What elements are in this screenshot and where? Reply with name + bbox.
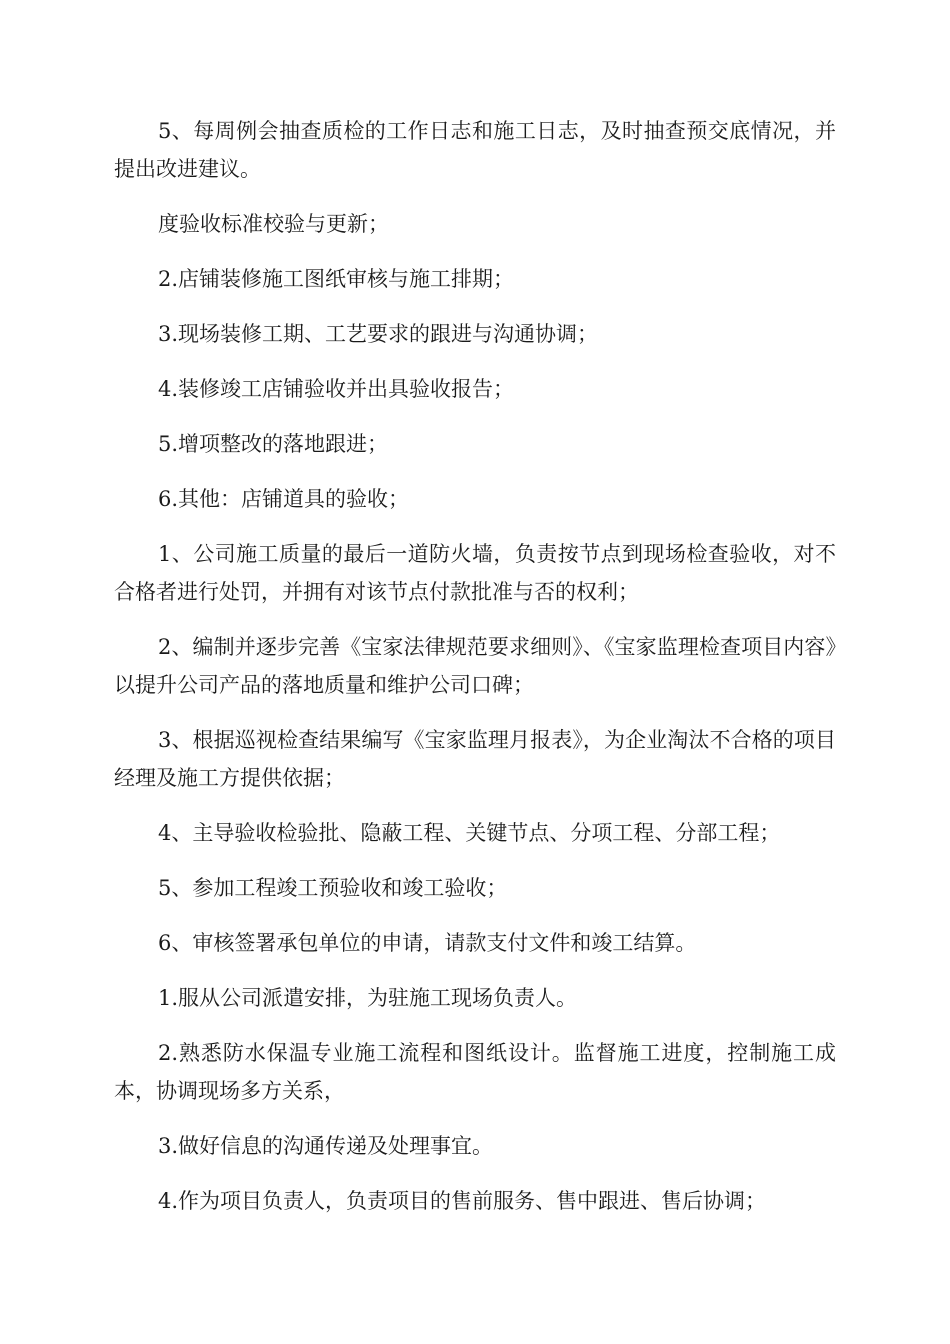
paragraph-15: 2.熟悉防水保温专业施工流程和图纸设计。监督施工进度，控制施工成本，协调现场多方关系， xyxy=(114,1041,836,1103)
paragraph-2: 度验收标准校验与更新； xyxy=(158,212,389,236)
document-body xyxy=(114,112,836,1237)
paragraph-7: 6.其他：店铺道具的验收； xyxy=(158,487,410,511)
paragraph-9: 2、编制并逐步完善《宝家法律规范要求细则》、《宝家监理检查项目内容》以提升公司产品的落地质量和维护公司口碑； xyxy=(114,635,836,697)
paragraph-11: 4、主导验收检验批、隐蔽工程、关键节点、分项工程、分部工程； xyxy=(158,821,781,845)
paragraph-17: 4.作为项目负责人，负责项目的售前服务、售中跟进、售后协调； xyxy=(158,1189,767,1213)
paragraph-14: 1.服从公司派遣安排，为驻施工现场负责人。 xyxy=(158,986,578,1010)
paragraph-10: 3、根据巡视检查结果编写《宝家监理月报表》，为企业淘汰不合格的项目经理及施工方提供依据； xyxy=(114,728,836,790)
paragraph-8: 1、公司施工质量的最后一道防火墙，负责按节点到现场检查验收，对不合格者进行处罚，并拥有对该节点付款批准与否的权利； xyxy=(114,542,836,604)
paragraph-6: 5.增项整改的落地跟进； xyxy=(158,432,389,456)
paragraph-12: 5、参加工程竣工预验收和竣工验收； xyxy=(158,876,508,900)
paragraph-3: 2.店铺装修施工图纸审核与施工排期； xyxy=(158,267,515,291)
paragraph-5: 4.装修竣工店铺验收并出具验收报告； xyxy=(158,377,515,401)
paragraph-16: 3.做好信息的沟通传递及处理事宜。 xyxy=(158,1134,494,1158)
paragraph-4: 3.现场装修工期、工艺要求的跟进与沟通协调； xyxy=(158,322,599,346)
paragraph-1: 5、每周例会抽查质检的工作日志和施工日志，及时抽查预交底情况，并提出改进建议。 xyxy=(114,119,836,181)
paragraph-13: 6、审核签署承包单位的申请，请款支付文件和竣工结算。 xyxy=(158,931,697,955)
